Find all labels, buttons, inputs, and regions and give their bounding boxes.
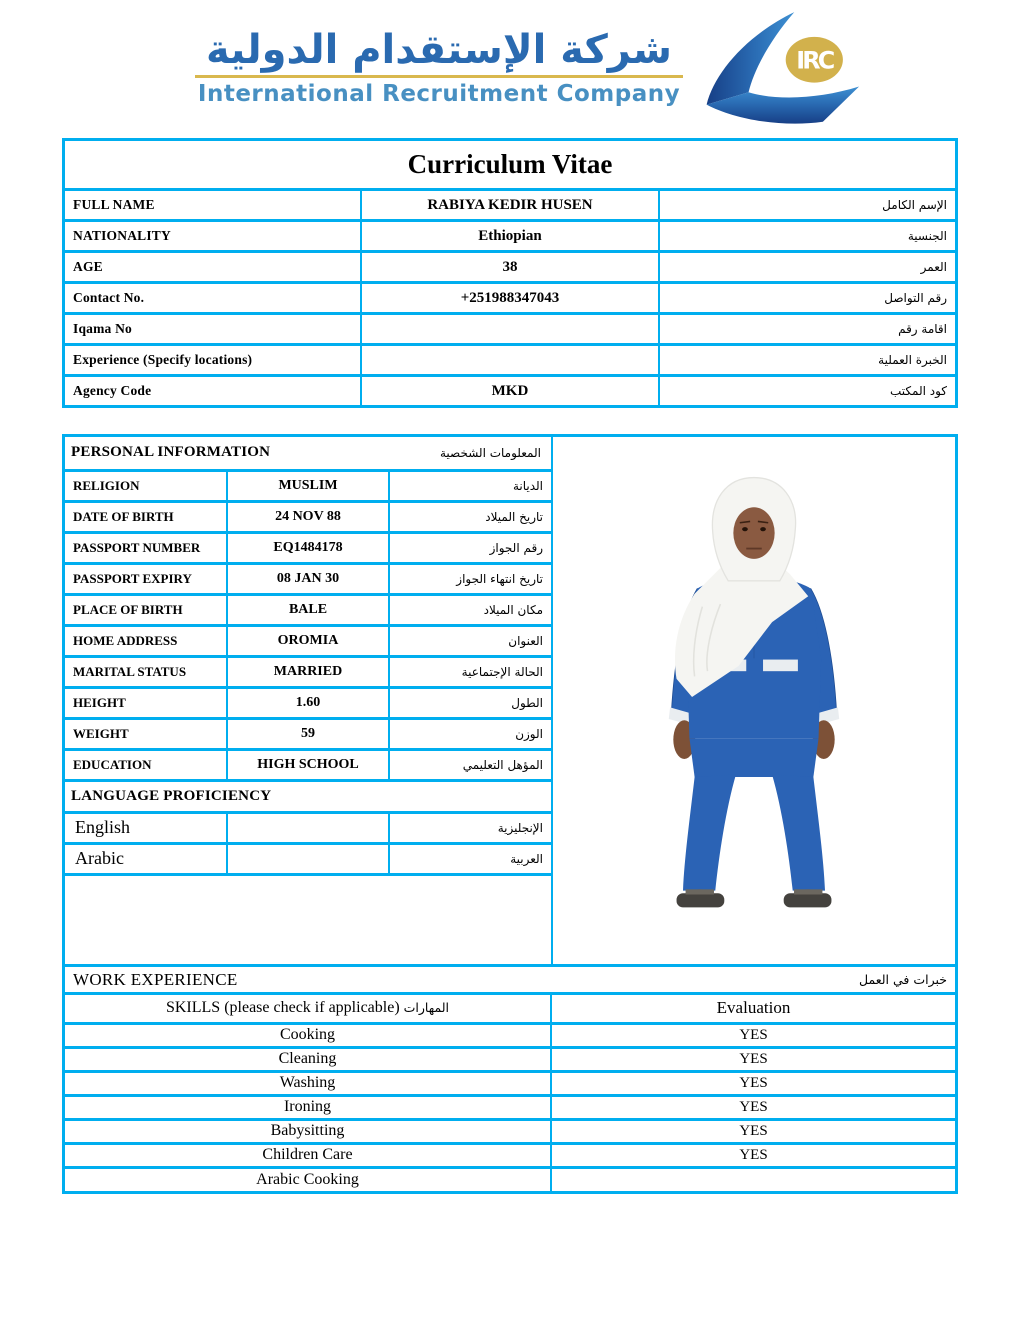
- table-row: [65, 1047, 955, 1071]
- table-row: [65, 1143, 955, 1167]
- cv-summary-rows: [64, 190, 957, 407]
- field-label-arabic: الديانة: [389, 470, 551, 501]
- field-value: MARRIED: [227, 656, 389, 687]
- language-label-arabic: الإنجليزية: [389, 812, 551, 843]
- work-experience-title: WORK EXPERIENCE: [73, 969, 238, 989]
- field-label: MARITAL STATUS: [65, 656, 227, 687]
- skill-name: Babysitting: [65, 1119, 551, 1143]
- table-row: [65, 718, 551, 749]
- company-logo-icon: [699, 6, 861, 126]
- table-row: [65, 1167, 955, 1191]
- language-label: Arabic: [65, 843, 227, 874]
- field-label: Experience (Specify locations): [64, 345, 362, 376]
- field-label: DATE OF BIRTH: [65, 501, 227, 532]
- field-value: [361, 314, 659, 345]
- company-name-english: International Recruitment Company: [197, 81, 681, 107]
- field-value: 08 JAN 30: [227, 563, 389, 594]
- table-row: [64, 376, 957, 407]
- table-row: [64, 252, 957, 283]
- skill-name: Cleaning: [65, 1047, 551, 1071]
- field-label: AGE: [64, 252, 362, 283]
- skills-table: [65, 995, 955, 1191]
- field-value: 59: [227, 718, 389, 749]
- skill-evaluation: YES: [551, 1143, 955, 1167]
- field-label-arabic: الطول: [389, 687, 551, 718]
- field-label: HOME ADDRESS: [65, 625, 227, 656]
- field-value: MKD: [361, 376, 659, 407]
- skill-name: Washing: [65, 1071, 551, 1095]
- field-label: PLACE OF BIRTH: [65, 594, 227, 625]
- empty-area: [65, 876, 551, 965]
- field-label-arabic: رقم التواصل: [659, 283, 957, 314]
- field-label: Contact No.: [64, 283, 362, 314]
- field-value: 24 NOV 88: [227, 501, 389, 532]
- language-proficiency-header-row: [65, 780, 551, 812]
- field-label-arabic: المؤهل التعليمي: [389, 749, 551, 780]
- skill-evaluation: YES: [551, 1047, 955, 1071]
- work-experience-title-arabic: خبرات في العمل: [859, 972, 947, 987]
- field-label: NATIONALITY: [64, 221, 362, 252]
- field-label-arabic: الحالة الإجتماعية: [389, 656, 551, 687]
- field-label: WEIGHT: [65, 718, 227, 749]
- field-label: FULL NAME: [64, 190, 362, 221]
- skill-name: Children Care: [65, 1143, 551, 1167]
- language-rows: [65, 812, 551, 874]
- table-row: [65, 812, 551, 843]
- work-experience-section: [65, 964, 955, 1191]
- table-row: [65, 594, 551, 625]
- evaluation-header: Evaluation: [551, 995, 955, 1023]
- table-row: [64, 283, 957, 314]
- language-label-arabic: العربية: [389, 843, 551, 874]
- photo-area: [553, 437, 955, 964]
- field-value: HIGH SCHOOL: [227, 749, 389, 780]
- skill-evaluation: YES: [551, 1071, 955, 1095]
- table-row: [65, 656, 551, 687]
- field-value: MUSLIM: [227, 470, 389, 501]
- language-value: [227, 812, 389, 843]
- skills-rows: [65, 1023, 955, 1191]
- skill-evaluation: YES: [551, 1119, 955, 1143]
- table-row: [65, 1071, 955, 1095]
- field-label-arabic: تاريخ الميلاد: [389, 501, 551, 532]
- skills-header-arabic: المهارات: [403, 1000, 450, 1016]
- field-label: PASSPORT EXPIRY: [65, 563, 227, 594]
- table-row: [65, 1119, 955, 1143]
- language-value: [227, 843, 389, 874]
- cv-title-row: [64, 140, 957, 190]
- skill-evaluation: [551, 1167, 955, 1191]
- skill-evaluation: YES: [551, 1023, 955, 1047]
- field-label-arabic: الإسم الكامل: [659, 190, 957, 221]
- cv-summary-table: [62, 138, 958, 408]
- field-label: RELIGION: [65, 470, 227, 501]
- skills-header: SKILLS (please check if applicable): [165, 999, 400, 1017]
- field-label-arabic: اقامة رقم: [659, 314, 957, 345]
- field-value: Ethiopian: [361, 221, 659, 252]
- gold-divider: [195, 75, 683, 78]
- field-value: 1.60: [227, 687, 389, 718]
- table-row: [64, 314, 957, 345]
- field-label-arabic: كود المكتب: [659, 376, 957, 407]
- personal-info-title-arabic: المعلومات الشخصية: [440, 445, 541, 460]
- field-label-arabic: الوزن: [389, 718, 551, 749]
- personal-info-header-row: [65, 437, 551, 470]
- field-value: OROMIA: [227, 625, 389, 656]
- field-label-arabic: تاريخ انتهاء الجواز: [389, 563, 551, 594]
- table-row: [65, 563, 551, 594]
- field-label-arabic: الجنسية: [659, 221, 957, 252]
- field-label: PASSPORT NUMBER: [65, 532, 227, 563]
- field-label-arabic: العنوان: [389, 625, 551, 656]
- skills-header-row: [65, 995, 955, 1023]
- field-value: 38: [361, 252, 659, 283]
- field-label: Iqama No: [64, 314, 362, 345]
- table-row: [65, 532, 551, 563]
- field-value: BALE: [227, 594, 389, 625]
- field-label-arabic: رقم الجواز: [389, 532, 551, 563]
- skill-evaluation: YES: [551, 1095, 955, 1119]
- table-row: [65, 470, 551, 501]
- personal-info-rows: [65, 470, 551, 780]
- personal-info-table: [65, 437, 551, 876]
- field-label: EDUCATION: [65, 749, 227, 780]
- skill-name: Ironing: [65, 1095, 551, 1119]
- field-label-arabic: العمر: [659, 252, 957, 283]
- company-header: [193, 6, 1020, 130]
- personal-info-column: [65, 437, 553, 964]
- company-name-arabic: شركة الإستقدام الدولية: [206, 27, 672, 73]
- language-label: English: [65, 812, 227, 843]
- logo-monogram: IRC: [796, 46, 833, 75]
- field-label-arabic: الخبرة العملية: [659, 345, 957, 376]
- field-label: Agency Code: [64, 376, 362, 407]
- table-row: [64, 221, 957, 252]
- field-value: RABIYA KEDIR HUSEN: [361, 190, 659, 221]
- field-value: +251988347043: [361, 283, 659, 314]
- table-row: [65, 501, 551, 532]
- field-label-arabic: مكان الميلاد: [389, 594, 551, 625]
- table-row: [64, 190, 957, 221]
- table-row: [65, 843, 551, 874]
- table-row: [65, 749, 551, 780]
- language-proficiency-title: LANGUAGE PROFICIENCY: [65, 780, 551, 812]
- candidate-photo: [612, 463, 896, 931]
- skill-name: Cooking: [65, 1023, 551, 1047]
- table-row: [64, 345, 957, 376]
- table-row: [65, 1095, 955, 1119]
- table-row: [65, 1023, 955, 1047]
- table-row: [65, 687, 551, 718]
- table-row: [65, 625, 551, 656]
- personal-info-title: PERSONAL INFORMATION: [71, 444, 271, 461]
- skill-name: Arabic Cooking: [65, 1167, 551, 1191]
- page-title: Curriculum Vitae: [64, 140, 957, 190]
- details-section: [62, 434, 958, 1194]
- field-value: EQ1484178: [227, 532, 389, 563]
- field-label: HEIGHT: [65, 687, 227, 718]
- work-experience-header-row: [65, 967, 955, 995]
- company-name-block: [193, 6, 685, 107]
- field-value: [361, 345, 659, 376]
